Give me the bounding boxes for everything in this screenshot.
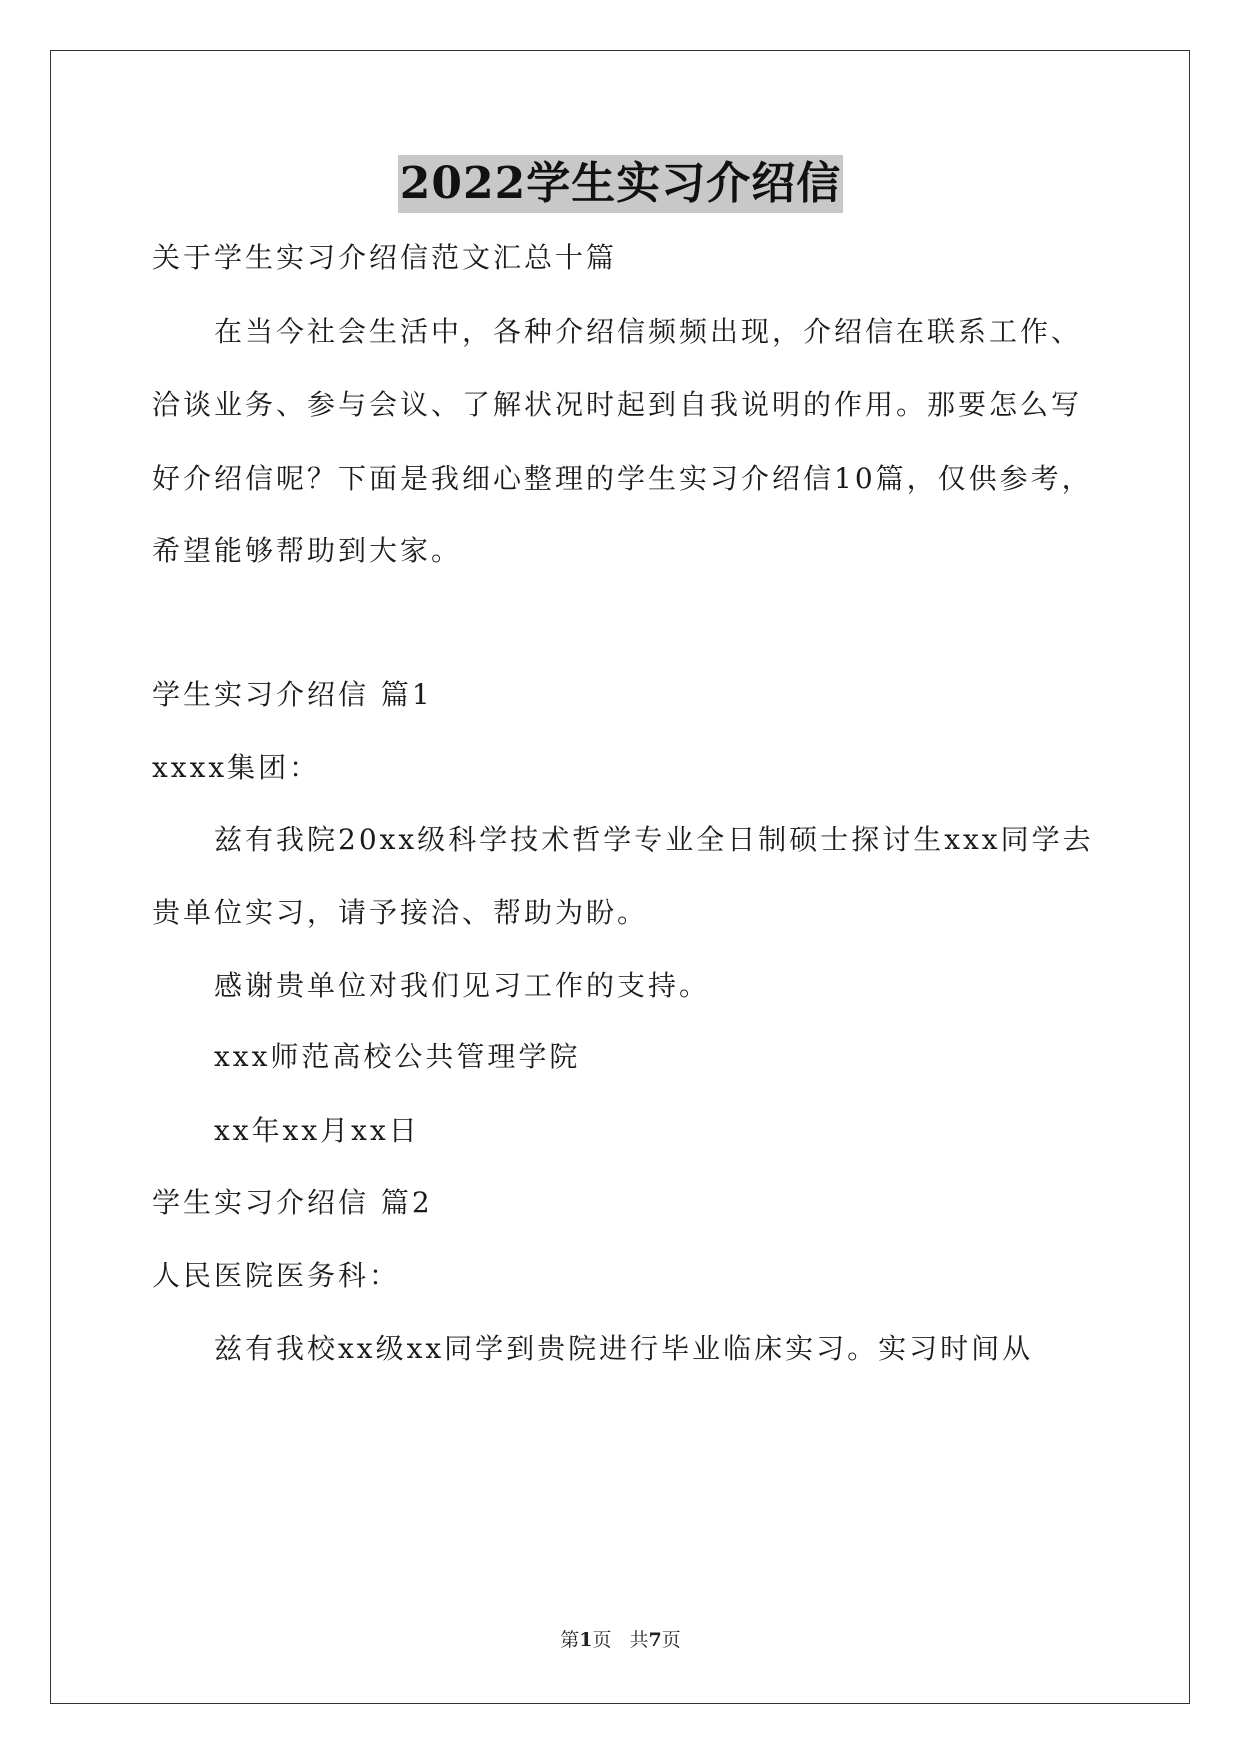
- footer-page-suffix: 页: [592, 1629, 612, 1651]
- section1-date: xx年xx月xx日: [214, 1114, 420, 1147]
- intro-line-3: 好介绍信呢？下面是我细心整理的学生实习介绍信10篇，仅供参考，: [152, 462, 1093, 495]
- footer-total-prefix: 共: [629, 1629, 649, 1651]
- footer-page-prefix: 第: [560, 1629, 580, 1651]
- section1-heading: 学生实习介绍信 篇1: [152, 678, 433, 711]
- section1-signature: xxx师范高校公共管理学院: [214, 1040, 581, 1073]
- section2-salutation: 人民医院医务科：: [152, 1259, 401, 1292]
- section2-body-line: 兹有我校xx级xx同学到贵院进行毕业临床实习。实习时间从: [214, 1332, 1034, 1365]
- intro-line-2: 洽谈业务、参与会议、了解状况时起到自我说明的作用。那要怎么写: [152, 388, 1083, 421]
- document-title: 2022学生实习介绍信: [398, 155, 843, 213]
- footer-total-suffix: 页: [661, 1629, 681, 1651]
- section1-body-line-1: 兹有我院20xx级科学技术哲学专业全日制硕士探讨生xxx同学去: [214, 823, 1094, 856]
- intro-line-1: 在当今社会生活中，各种介绍信频频出现，介绍信在联系工作、: [214, 315, 1083, 348]
- page-frame: [50, 50, 1190, 1704]
- title-wrap: [0, 155, 1241, 213]
- section1-thanks: 感谢贵单位对我们见习工作的支持。: [214, 969, 711, 1002]
- footer-total-pages: 7: [648, 1629, 662, 1651]
- intro-line-4: 希望能够帮助到大家。: [152, 534, 463, 567]
- section1-salutation: xxxx集团：: [152, 751, 321, 784]
- section1-body-line-2: 贵单位实习，请予接洽、帮助为盼。: [152, 896, 649, 929]
- page-footer: [0, 1627, 1241, 1653]
- footer-page-number: 1: [579, 1629, 593, 1651]
- document-subtitle: 关于学生实习介绍信范文汇总十篇: [152, 241, 618, 274]
- section2-heading: 学生实习介绍信 篇2: [152, 1186, 433, 1219]
